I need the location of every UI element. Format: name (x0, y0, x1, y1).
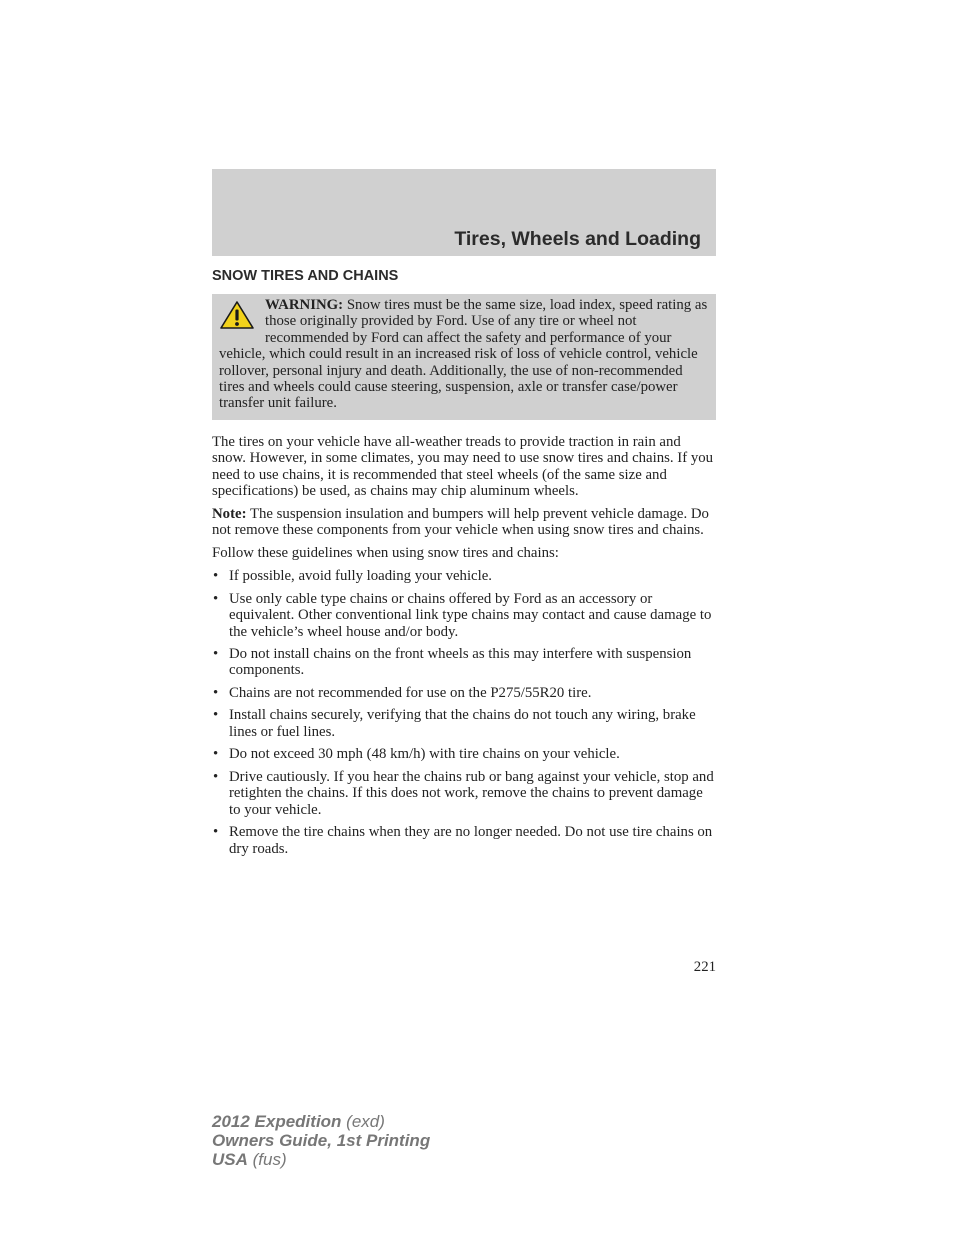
list-item (212, 568, 716, 584)
note-label: Note: (212, 505, 247, 522)
list-item-text: Remove the tire chains when they are no longer needed. Do not use tire chains on dry roads. (229, 824, 713, 857)
page-number: 221 (693, 959, 716, 975)
list-item (212, 707, 716, 740)
list-item (212, 769, 716, 818)
list-item (212, 685, 716, 701)
list-item-text: Install chains securely, verifying that the chains do not touch any wiring, brake lines or fuel lines. (229, 707, 696, 740)
list-item (212, 591, 716, 640)
list-item-text: Do not install chains on the front wheels as this may interfere with suspension components. (229, 646, 692, 679)
footer-line-guide: Owners Guide, 1st Printing (212, 1131, 431, 1150)
bullet-icon: • (213, 568, 219, 585)
note-paragraph (212, 506, 716, 539)
list-item (212, 824, 716, 857)
guidelines-list (212, 568, 716, 857)
footer-line-market (212, 1150, 430, 1169)
bullet-icon: • (213, 824, 219, 841)
warning-box (212, 294, 716, 420)
bullet-icon: • (213, 684, 219, 701)
note-text: The suspension insulation and bumpers will help prevent vehicle damage. Do not remove these components from your vehicle when using snow tires and chains. (212, 505, 709, 539)
list-item-text: If possible, avoid fully loading your vehicle. (229, 568, 492, 585)
section-title: Tires, Wheels and Loading (454, 228, 701, 250)
list-item (212, 646, 716, 679)
footer-line-model (212, 1112, 430, 1131)
bullet-icon: • (213, 746, 219, 763)
footer-market-code: (fus) (247, 1150, 287, 1169)
guidelines-intro: Follow these guidelines when using snow tires and chains: (212, 545, 559, 562)
intro-paragraph: The tires on your vehicle have all-weather treads to provide traction in rain and snow. However, in some climates, you may need to use snow tires and chains. If you need to use chains, it is recommended that steel wheels (of the same size and specifications) be used, as chains may chip aluminum wheels. (212, 433, 714, 500)
section-header-band (212, 169, 716, 256)
warning-label: WARNING: (265, 297, 344, 313)
footer-model-name: 2012 Expedition (212, 1112, 342, 1131)
warning-text: Snow tires must be the same size, load index, speed rating as those originally provided by Ford. Use of any tire or wheel not recommended by Ford can affect the safety and performance of your vehicle, which could result in an increased risk of loss of vehicle control, vehicle rollover, personal injury and death. Additionally, the use of non-recommended tires and wheels could cause steering, suspension, axle or transfer case/power transfer unit failure. (219, 297, 708, 412)
warning-triangle-icon (219, 300, 255, 330)
bullet-icon: • (213, 707, 219, 724)
list-item (212, 746, 716, 762)
list-item-text: Do not exceed 30 mph (48 km/h) with tire chains on your vehicle. (229, 746, 620, 763)
footer-model-code: (exd) (341, 1112, 385, 1131)
list-item-text: Drive cautiously. If you hear the chains rub or bang against your vehicle, stop and retighten the chains. If this does not work, remove the chains to prevent damage to your vehicle. (229, 768, 714, 818)
bullet-icon: • (213, 768, 219, 785)
bullet-icon: • (213, 646, 219, 662)
document-footer (212, 1112, 430, 1169)
list-item-text: Use only cable type chains or chains offered by Ford as an accessory or equivalent. Other conventional link type chains may contact and cause damage to the vehicle’s wheel house and/or body. (229, 590, 712, 640)
page-heading: SNOW TIRES AND CHAINS (212, 268, 399, 284)
main-content (212, 266, 716, 863)
bullet-icon: • (213, 590, 219, 607)
list-item-text: Chains are not recommended for use on the P275/55R20 tire. (229, 684, 592, 701)
footer-market-name: USA (212, 1150, 248, 1169)
